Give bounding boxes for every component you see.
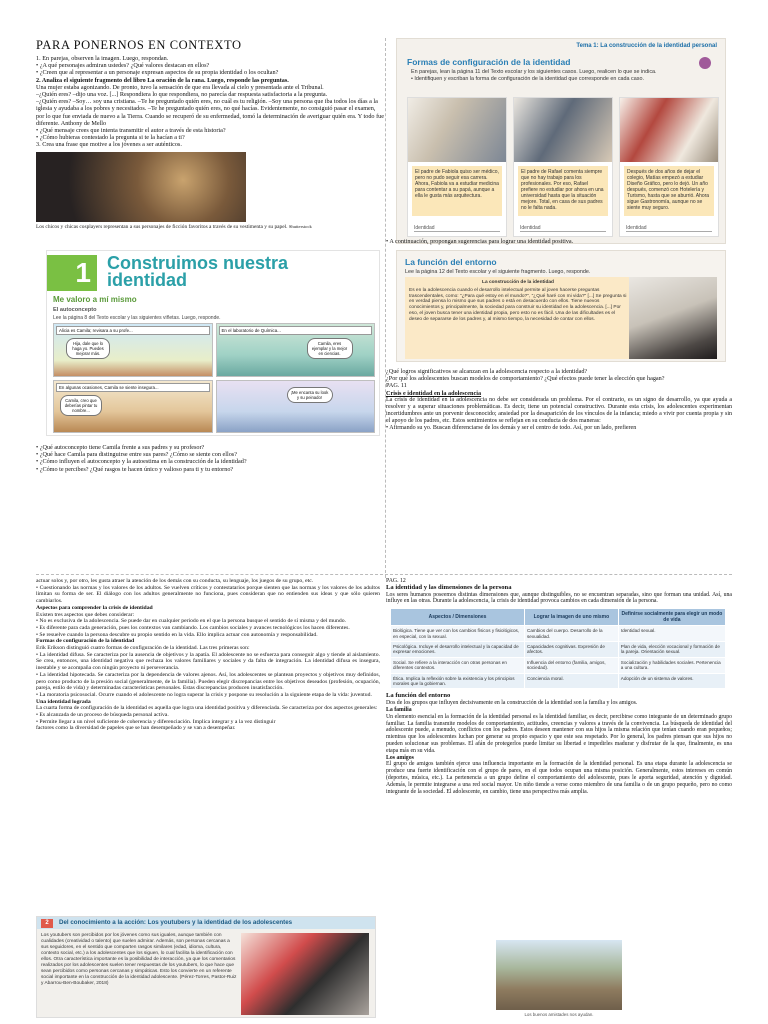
badge-icon: [699, 57, 711, 69]
context-line: –¿Quién eres? –Soy… soy una cristiana. –Te he preguntado quién eres, no cuál es tu religión. –Soy una persona que iba todos los días a la iglesia y ayudaba a los pobres y necesitados. –Te he preguntado quién eres, no qué hacías. Evidentemente, no consiguió pasar el examen, por lo que fue enviada de nuevo a la Tierra. Cuando se recuperó de su enfermedad, tomó la determinación de averiguar quién era. Y todo fue diferente. Anthony de Mello: [36, 98, 384, 127]
case-text: El padre de Rafael comenta siempre que no hay trabajo para los profesionales. Por eso, Rafael prefiere no estudiar por ahora en una universidad hasta que la situación mejore. Total, en casa de sus padres no le falta nada.: [518, 166, 608, 216]
subheading: Una identidad lograda: [36, 698, 91, 705]
unit-title: Construimos nuestra identidad: [107, 253, 289, 290]
reading-instruction: Lee la página 12 del Texto escolar y el siguiente fragmento. Luego, responde.: [405, 269, 591, 275]
table-cell: Socialización y habilidades sociales. Pertenencia a una cultura.: [618, 657, 725, 673]
case-cards: [407, 97, 719, 237]
card-heading: Formas de configuración de la identidad: [407, 57, 571, 67]
context-line: • ¿Qué mensaje crees que intenta transmitir el autor a través de esta historia?: [36, 127, 226, 135]
case-card: [407, 97, 507, 237]
caption-credit: Shutterstock: [288, 223, 312, 229]
paragraph: El grupo de amigos también ejerce una influencia importante en la formación de la identidad personal. Es una etapa durante la adolescencia se produce una fuerte identificación con el grupo de pares, en el que todos ocupan una misma posición. Generalmente, estos intereses en común (deportes, música, etc.). La pertenencia a un grupo define el comportamiento del adolescente, pues le aporta seguridad, atención y dignidad. Además, le permite integrarse a una red social mayor. Un niño tiende a verse como miembro de una familia o de un grupo pequeño, pero no como integrante de la sociedad. El adolescente, en cambio, tiene una perspectiva más amplia.: [386, 761, 732, 795]
section-entorno: [386, 250, 732, 500]
table-row: [391, 673, 726, 689]
suggestion-caption: • A continuación, propongan sugerencias para lograr una identidad positiva.: [386, 238, 574, 245]
context-line: • ¿Cómo hubieras contestado la pregunta si te la hacían a ti?: [36, 134, 185, 142]
context-line: 3. Crea una frase que motive a los jóvenes a ser auténticos.: [36, 141, 182, 149]
context-line: 1. En parejas, observen la imagen. Luego, respondan.: [36, 55, 169, 62]
paragraph: factores como la diversidad de papeles que se han desempeñado y se van a desempeñar.: [36, 725, 236, 732]
table-cell: Capacidades cognitivas. Expresión de afectos.: [525, 642, 619, 658]
paragraph: • Es alcanzada de un proceso de búsqueda personal activa.: [36, 712, 169, 719]
paragraph: Erik Erikson distinguió cuatro formas de configuración de la identidad. Las tres primeras son:: [36, 645, 250, 652]
section-crisis-continued: [36, 578, 380, 1018]
comic-panel: [53, 323, 213, 377]
question: • ¿Qué autoconcepto tiene Camila frente a sus padres y su profesor?: [36, 444, 205, 451]
card-text: Los youtubers son percibidos por los jóvenes como sus iguales, aunque también con cualidades (creatividad o talento) que suelen admirar. Además, son personas cercanas a sus seguidores, en el sentido que comparten rasgos similares (edad, idioma, cultura, contexto social, etc.) a los adolescentes que los siguen, lo cual facilita la identificación con ellos. Otra característica importante es la posibilidad de interacción, ya que los comentarios realizados por los adolescentes suelen tener respuestas de los youtubers, lo que hace que sean percibidos como personas cercanas y simpáticas. Esto los convierte en un referente social importante en la construcción de la identidad adolescente. (Pérez-Torres, Pastor-Ruiz y Abarrou-Ben-Boubaker, 2018): [41, 933, 237, 986]
subheading: Los amigos: [386, 754, 414, 761]
youtubers-card: [36, 916, 376, 1018]
comic-panel: [53, 380, 213, 434]
section-construimos: [36, 250, 384, 490]
workbook-reading-card: [396, 250, 726, 362]
paragraph: • La identidad hipotecada. Se caracteriza por la dependencia de valores ajenos. Así, los adolescentes se plantean proyectos y objetivos muy definidos, pero como producto de la presión social (generalmente, de la familia). Pueden elegir discrepancias entre los objetivos deseados (profesión, ocupación, pareja, estilo de vida) y determinadas características personales. Estas discrepancias producen insatisfacción.: [36, 671, 380, 692]
row-divider: [36, 574, 732, 575]
reading-title: La construcción de la identidad: [482, 280, 554, 285]
section-heading: Crisis e identidad en la adolescencia: [386, 389, 482, 397]
card-title: Del conocimiento a la acción: Los youtubers y la identidad de los adolescentes: [59, 919, 293, 926]
paragraph: • La moratoria psicosocial. Ocurre cuando el adolescente no logra superar la crisis y pospone su resolución a la siguiente etapa de la vida: juventud.: [36, 691, 372, 698]
paragraph: actuar solos y, por otro, les gusta atraer la atención de los demás con su conducta, su lenguaje, los juegos de su grupo, etc.: [36, 578, 314, 584]
context-line: • ¿A qué personajes admiran ustedes? ¿Qué valores destacan en ellos?: [36, 62, 210, 70]
table-cell: Biológica. Tiene que ver con los cambios físicos y fisiológicos, en especial, con la sexual.: [391, 626, 525, 642]
section-dimensions: [386, 578, 732, 1018]
friends-photo: [496, 940, 622, 1010]
question: ¿Qué logros significativos se alcanzan en la adolescencia respecto a la identidad?: [386, 368, 588, 375]
paragraph: • Cuestionando las normas y los valores de los adultos. Se vuelven críticos y contestatarios porque sienten que las normas y los valores de los adultos limitan su forma de ser. El diálogo con los adultos generalmente no funciona, pues consideran que no entienden sus ideas y que sólo quieren cambiarlos.: [36, 584, 380, 605]
context-text: [36, 55, 384, 149]
comic-questions: [36, 444, 384, 473]
case-card: [619, 97, 719, 237]
reading-card-title: La función del entorno: [405, 257, 497, 267]
paragraph: La cuarta forma de configuración de la identidad es aquella que logra una identidad positiva y diferenciada. Se caracteriza por dos aspectos generales:: [36, 705, 378, 712]
speech-bubble: Camila, creo que deberías pintar tu nombre...: [60, 395, 102, 416]
identity-blank: Identidad: [520, 225, 606, 232]
panel-caption: En el laboratorio de Química...: [219, 326, 373, 335]
photo-caption: Los buenos amistades nos ayudan.: [524, 1012, 594, 1017]
paragraph: • Se resuelve cuando la persona descubre su propio sentido en la vida. Ello implica actuar con autonomía y responsabilidad.: [36, 631, 318, 638]
reading-text: Es en la adolescencia cuando el desarrollo intelectual permite al joven hacerse preguntas trascendentales, como: "¿Para qué estoy en el mundo?", "¿Qué haré con mi vida?" [...] Se pregunta si en verdad piensa lo mismo que sus padres o está en desacuerdo con ellos. Tiene nuevos conocimientos y, principalmente, la sociedad para construir su identidad en la adolescencia. [...] Por eso, el joven busca tener una identidad propia, pero esto no es fácil. Una de las dificultades es el deseo de separarse de los padres y, al mismo tiempo, la necesidad de contar con ellos.: [409, 287, 627, 322]
context-line: • ¿Creen que al representar a un personaje expresan aspectos de su propia identidad o los ocultan?: [36, 69, 279, 77]
case-photo: [514, 98, 612, 162]
cosplay-photo: [36, 152, 246, 222]
case-photo: [408, 98, 506, 162]
question: • ¿Cómo te percibes? ¿Qué rasgos te hacen único y valioso para ti y tu entorno?: [36, 465, 234, 473]
context-line: 2. Analiza el siguiente fragmento del libro La oración de la rana. Luego, responde las preguntas.: [36, 76, 289, 84]
table-row: [391, 642, 726, 658]
case-photo: [620, 98, 718, 162]
lesson-subtitle: Me valoro a mí mismo: [53, 295, 137, 304]
subheading: Formas de configuración de la identidad: [36, 638, 135, 645]
teen-photo: [629, 277, 717, 359]
dimensions-table: [390, 608, 726, 689]
card-number: 2: [41, 919, 53, 928]
paragraph: • Permite llegar a un nivel suficiente de coherencia y diferenciación. Implica integrar y a la vez distinguir: [36, 718, 276, 725]
phone-photo: [241, 933, 369, 1015]
identity-blank: Identidad: [626, 225, 712, 232]
question: • ¿Cómo influyen el autoconcepto y la autoestima en la construcción de la identidad?: [36, 458, 247, 466]
paragraph: • No es exclusiva de la adolescencia. Se puede dar en cualquier periodo en el que la persona busque el sentido de sí misma y del mundo.: [36, 618, 346, 625]
table-cell: Identidad sexual.: [618, 626, 725, 642]
subheading: Aspectos para comprender la crisis de identidad: [36, 604, 153, 611]
cosplay-caption: [36, 224, 384, 231]
card-intro: [411, 69, 701, 83]
panel-caption: Alicia es Camila; revisara a su profe...: [56, 326, 210, 335]
intro-bullet: • Identifiquen y escriban la forma de configuración de la identidad que corresponde en cada caso.: [411, 76, 644, 83]
paragraph: • Afirmando su yo. Buscan diferenciarse de los demás y ser el centro de todo. Así, por un lado, prefieren: [386, 424, 637, 431]
context-line: Una mujer estaba agonizando. De pronto, tuvo la sensación de que era llevada al cielo y presentada ante el Tribunal.: [36, 83, 324, 91]
topic-label: Tema 1: La construcción de la identidad personal: [576, 43, 717, 49]
speech-bubble: ¡Me encanta su look y su peinado!: [287, 387, 333, 403]
question: • ¿Qué hace Camila para distinguirse entre sus pares? ¿Cómo se siente con ellos?: [36, 451, 237, 459]
paragraph: • La identidad difusa. Se caracteriza por la ausencia de objetivos y la apatía. El adolescente no se esfuerza para conseguir algo y tiende al aislamiento. Se crea, entonces, una identidad negativa que rechaza los valores familiares y sociales y da falta de integración. La identidad difusa es insegura, inestable y se acompaña con ningún proyecto ni perseverancia.: [36, 651, 380, 672]
comic-panel: [216, 323, 376, 377]
table-header-row: [391, 609, 726, 626]
page-label: PAG. 12: [386, 578, 406, 584]
table-header: Aspectos / Dimensiones: [391, 609, 525, 626]
table-row: [391, 626, 726, 642]
context-title: PARA PONERNOS EN CONTEXTO: [36, 38, 242, 52]
table-cell: Social. Se refiere a la interacción con otras personas en diferentes contextos.: [391, 657, 525, 673]
speech-bubble: Camila, eres ejemplar y la mejor en ciencias.: [307, 338, 353, 359]
speech-bubble: Hija, dale que lo haga yo. Puedes mejorar más.: [66, 338, 110, 359]
paragraph: Existen tres aspectos que debes considerar:: [36, 611, 135, 618]
identity-blank: Identidad: [414, 225, 500, 232]
page-label: PAG. 11: [386, 382, 407, 390]
section-heading: La identidad y las dimensiones de la persona: [386, 583, 512, 591]
panel-caption: En algunas ocasiones, Camila se siente insegura...: [56, 383, 210, 392]
workbook-card: [396, 38, 726, 244]
paragraph: Un elemento esencial en la formación de la identidad personal es la identidad familiar, es decir, percibirse como integrante de un determinado grupo familiar. La familia transmite modelos de comportamiento, actitudes, creencias y valores a través de la convivencia. La búsqueda de identidad del adolescente puede, a menudo, conflictos con los padres. Estos deseen mantener con sus hijos la misma relación que tenían cuando eran pequeños; mientras que los adolescentes luchan por generar su propio espacio y que este sea respetado. Por lo general, los padres piensan que sus hijos no pueden solucionar sus problemas. El afán de protegerlos puede limitar su libertad e impedirles madurar y disfrutar de la que, finalmente, es una etapa más en su vida.: [386, 713, 732, 754]
section-heading: La función del entorno: [386, 692, 451, 700]
paragraph: • Es diferente para cada generación, pues los contextos van cambiando. Los cambios sociales y avances tecnológicos los hacen diferentes.: [36, 624, 350, 631]
table-header: Definirse socialmente para elegir un modo de vida: [618, 609, 725, 626]
table-cell: Ética. Implica la reflexión sobre la existencia y los principios morales que la gobiernan.: [391, 673, 525, 689]
table-cell: Cambios del cuerpo. Desarrollo de la sexualidad.: [525, 626, 619, 642]
comic-strip: [53, 323, 375, 433]
context-line: –¿Quién eres? –dijo una voz. [...] Respondiera lo que respondiera, no parecía dar respuesta satisfactoria a la pregunta.: [36, 91, 328, 99]
paragraph: Los seres humanos poseemos distintas dimensiones que, aunque distinguibles, no se encuentran separadas, sino que forman una unidad. Así, una influye en las otras. Durante la adolescencia, la crisis de identidad provoca cambios en cada dimensión de la persona.: [386, 591, 732, 605]
table-row: [391, 657, 726, 673]
subheading: La familia: [386, 707, 412, 714]
paragraph: La crisis de identidad en la adolescencia no debe ser considerada un problema. Por el contrario, es un signo de desarrollo, ya que ayuda a resolver y a superar situaciones problemáticas. Es decir, tiene un potencial constructivo. Durante esta crisis, los adolescentes experimentan incertidumbres ante un porvenir desconocido; ansiedad por la desaparición de los vínculos de la infancia; miedo a vivir por cuenta propia y sin el apoyo de los padres, etc. Estos sentimientos se reflejan en su conducta de dos maneras:: [386, 396, 732, 424]
lesson-instruction: Lee la página 8 del Texto escolar y las siguientes viñetas. Luego, responde.: [53, 315, 221, 321]
section-identity-forms: [386, 38, 732, 248]
card-header: [37, 917, 375, 929]
table-cell: Adopción de un sistema de valores.: [618, 673, 725, 689]
unit-number: 1: [47, 255, 97, 291]
case-text: Después de dos años de dejar el colegio, Matías empezó a estudiar Diseño Gráfico, pero lo dejó. Un año después, comenzó con Hotelería y Turismo, hasta que se aburrió. Ahora sigue Gastronomía, aunque no se siente muy seguro.: [624, 166, 714, 216]
entorno-text: [386, 368, 732, 432]
case-text: El padre de Fabiola quiso ser médico, pero no pudo seguir esa carrera. Ahora, Fabiola va a estudiar medicina para contentar a su papá, aunque a ella le gusta más arquitectura.: [412, 166, 502, 216]
comic-panel: [216, 380, 376, 434]
caption-text: Los chicos y chicas cosplayers representan a sus personajes de ficción favoritos a través de su vestimenta y su papel.: [36, 223, 288, 230]
case-card: [513, 97, 613, 237]
paragraph: Dos de los grupos que influyen decisivamente en la construcción de la identidad son la familia y los amigos.: [386, 700, 638, 707]
table-header: Lograr la imagen de uno mismo: [525, 609, 619, 626]
table-cell: Conciencia moral.: [525, 673, 619, 689]
table-cell: Psicológica. Incluye el desarrollo intelectual y la capacidad de expresar emociones.: [391, 642, 525, 658]
lesson-topic: El autoconcepto: [53, 307, 97, 313]
table-cell: Influencia del entorno (familia, amigos, sociedad).: [525, 657, 619, 673]
workbook-page: [46, 250, 380, 436]
question: ¿Por qué los adolescentes buscan modelos de comportamiento? ¿Qué efectos puede tener la elección que hagan?: [386, 375, 665, 383]
reading-box: [405, 277, 631, 359]
table-cell: Plan de vida, elección vocacional y formación de la pareja. Orientación sexual.: [618, 642, 725, 658]
intro-text: En parejas, lean la página 11 del Texto escolar y los siguientes casos. Luego, realicen lo que se indica.: [411, 69, 657, 75]
